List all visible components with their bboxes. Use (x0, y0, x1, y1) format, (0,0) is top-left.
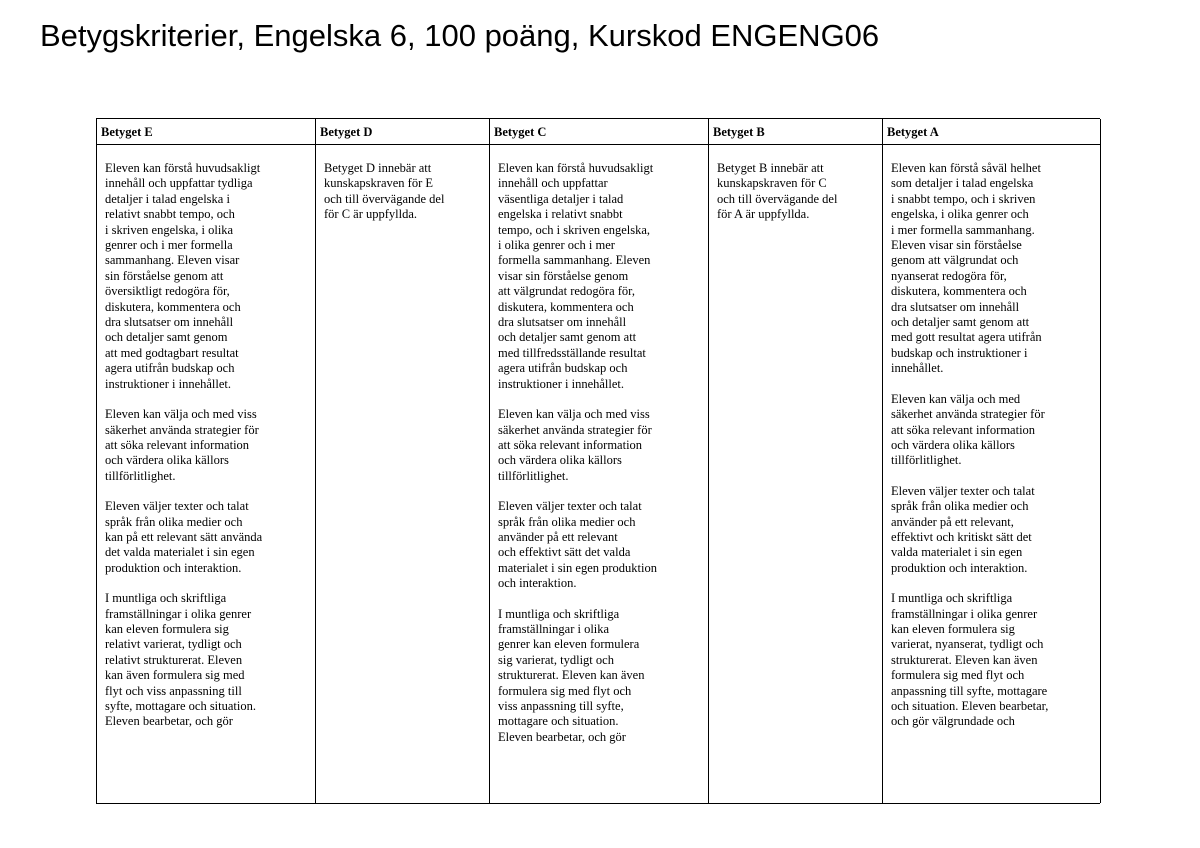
column-grade-c (489, 119, 709, 803)
column-body-grade-d (316, 145, 490, 223)
criteria-paragraph: Eleven kan välja och med viss säkerhet använda strategier för att söka relevant information och värdera olika källors tillförlitlighet. (105, 407, 259, 483)
column-header-grade-d: Betyget D (316, 119, 490, 145)
criteria-paragraph: Eleven kan förstå huvudsakligt innehåll och uppfattar tydliga detaljer i talad engelska i relativt snabbt tempo, och i skriven engelska, i olika genrer och i mer formella sammanhang. Eleven visar sin förståelse genom att översiktligt redogöra för, diskutera, kommentera och dra slutsatser om innehåll och detaljer samt genom att med godtagbart resultat agera utifrån budskap och instruktioner i innehållet. (105, 161, 261, 391)
criteria-paragraph: Eleven kan förstå huvudsakligt innehåll och uppfattar väsentliga detaljer i talad engelska i relativt snabbt tempo, och i skriven engelska, i olika genrer och i mer formella sammanhang. Eleven visar sin förståelse genom att välgrundat redogöra för, diskutera, kommentera och dra slutsatser om innehåll och detaljer samt genom att med tillfredsställande resultat agera utifrån budskap och instruktioner i innehållet. (498, 161, 654, 391)
criteria-paragraph: Eleven kan förstå såväl helhet som detaljer i talad engelska i snabbt tempo, och i skriven engelska, i olika genrer och i mer formella sammanhang. Eleven visar sin förståelse genom att välgrundat och nyanserat redogöra för, diskutera, kommentera och dra slutsatser om innehåll och detaljer samt genom att med gott resultat agera utifrån budskap och instruktioner i innehållet. (891, 161, 1042, 376)
column-body-grade-c (490, 145, 709, 745)
column-grade-b (708, 119, 883, 803)
column-header-grade-a: Betyget A (883, 119, 1100, 145)
column-grade-a (882, 119, 1101, 803)
criteria-paragraph: I muntliga och skriftliga framställningar i olika genrer kan eleven formulera sig varierat, tydligt och strukturerat. Eleven kan även formulera sig med flyt och viss anpassning till syfte, mottagare och situation. Eleven bearbetar, och gör (498, 606, 645, 744)
criteria-paragraph: Eleven väljer texter och talat språk från olika medier och använder på ett relevant, effektivt och kritiskt sätt det valda materialet i sin egen produktion och interaktion. (891, 483, 1035, 575)
column-body-grade-a (883, 145, 1100, 730)
column-grade-e (96, 119, 316, 803)
column-body-grade-b (709, 145, 883, 223)
column-body-grade-e (97, 145, 316, 730)
criteria-paragraph: I muntliga och skriftliga framställningar i olika genrer kan eleven formulera sig varierat, nyanserat, tydligt och strukturerat. Eleven kan även formulera sig med flyt och anpassning till syfte, mottagare och situation. Eleven bearbetar, och gör välgrundade och (891, 591, 1049, 729)
criteria-paragraph: Eleven kan välja och med viss säkerhet använda strategier för att söka relevant information och värdera olika källors tillförlitlighet. (498, 407, 652, 483)
criteria-paragraph: Betyget D innebär att kunskapskraven för E och till övervägande del för C är uppfyllda. (324, 161, 445, 222)
page-title: Betygskriterier, Engelska 6, 100 poäng, Kurskod ENGENG06 (40, 18, 880, 53)
criteria-paragraph: Eleven kan välja och med säkerhet använda strategier för att söka relevant information och värdera olika källors tillförlitlighet. (891, 391, 1045, 468)
column-header-grade-e: Betyget E (97, 119, 316, 145)
grading-criteria-table (96, 118, 1100, 804)
criteria-paragraph: Eleven väljer texter och talat språk från olika medier och kan på ett relevant sätt använda det valda materialet i sin egen produktion och interaktion. (105, 499, 263, 575)
criteria-paragraph: I muntliga och skriftliga framställningar i olika genrer kan eleven formulera sig relativt varierat, tydligt och relativt strukturerat. Eleven kan även formulera sig med flyt och viss anpassning till syfte, mottagare och situation. Eleven bearbetar, och gör (105, 591, 257, 729)
column-header-grade-c: Betyget C (490, 119, 709, 145)
column-header-grade-b: Betyget B (709, 119, 883, 145)
criteria-paragraph: Eleven väljer texter och talat språk från olika medier och använder på ett relevant och effektivt sätt det valda materialet i sin egen produktion och interaktion. (498, 499, 657, 591)
criteria-paragraph: Betyget B innebär att kunskapskraven för C och till övervägande del för A är uppfyllda. (717, 161, 838, 222)
column-grade-d (315, 119, 490, 803)
